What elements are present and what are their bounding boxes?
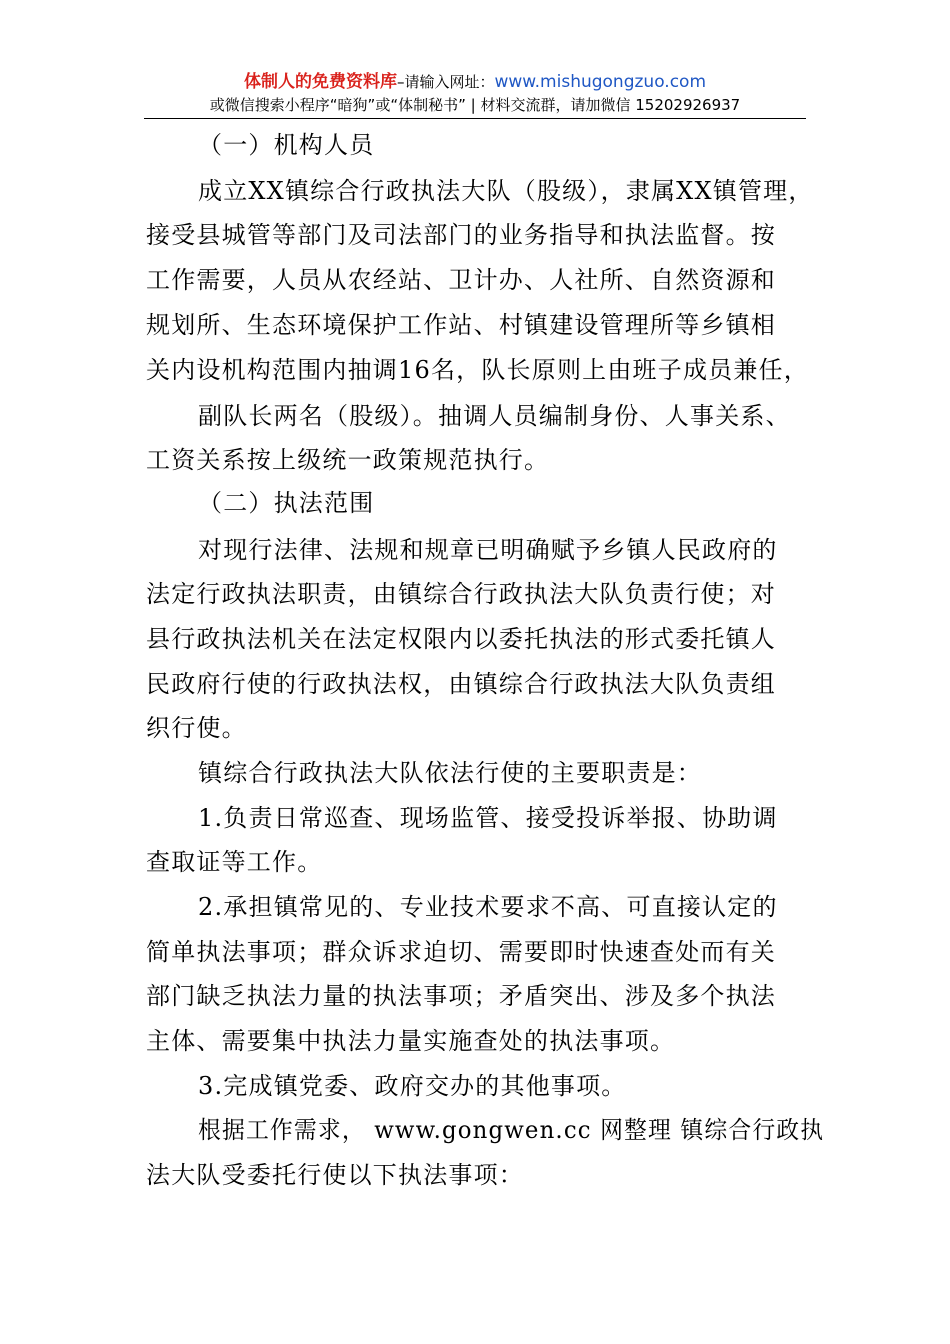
body-line: 县行政执法机关在法定权限内以委托执法的形式委托镇人 (146, 625, 776, 653)
section-heading-2: （二）执法范围 (198, 489, 375, 517)
header-subline: 或微信搜索小程序“暗狗”或“体制秘书” | 材料交流群，请加微信 15202926937 (209, 96, 741, 114)
body-line: 简单执法事项；群众诉求迫切、需要即时快速查处而有关 (146, 938, 776, 966)
body-line: 工作需要，人员从农经站、卫计办、人社所、自然资源和 (146, 266, 776, 294)
body-line: 关内设机构范围内抽调16名，队长原则上由班子成员兼任， (146, 356, 809, 384)
header-brand: 体制人的免费资料库 (243, 72, 397, 92)
header-divider (144, 118, 806, 119)
body-line: 法定行政执法职责，由镇综合行政执法大队负责行使；对 (146, 580, 776, 608)
body-line: 对现行法律、法规和规章已明确赋予乡镇人民政府的 (198, 536, 778, 564)
page-header (144, 70, 806, 116)
body-line: 部门缺乏执法力量的执法事项；矛盾突出、涉及多个执法 (146, 982, 776, 1010)
body-line: 工资关系按上级统一政策规范执行。 (146, 446, 550, 474)
body-line: 民政府行使的行政执法权，由镇综合行政执法大队负责组 (146, 670, 776, 698)
body-line: 成立XX镇综合行政执法大队（股级），隶属XX镇管理， (198, 177, 814, 205)
header-banner (144, 70, 806, 94)
header-url-link[interactable]: www.mishugongzuo.com (494, 72, 707, 92)
body-line: 规划所、生态环境保护工作站、村镇建设管理所等乡镇相 (146, 311, 776, 339)
body-line: 副队长两名（股级）。抽调人员编制身份、人事关系、 (198, 402, 791, 430)
section-heading-1: （一）机构人员 (198, 131, 375, 159)
list-item-2: 2.承担镇常见的、专业技术要求不高、可直接认定的 (198, 893, 778, 921)
list-item-3: 3.完成镇党委、政府交办的其他事项。 (198, 1072, 627, 1100)
body-line: 主体、需要集中执法力量实施查处的执法事项。 (146, 1027, 676, 1055)
header-prompt: –请输入网址： (396, 73, 495, 91)
body-line: 查取证等工作。 (146, 848, 323, 876)
body-line: 接受县城管等部门及司法部门的业务指导和执法监督。按 (146, 221, 776, 249)
list-item-1: 1.负责日常巡查、现场监管、接受投诉举报、协助调 (198, 804, 778, 832)
body-line: 根据工作需求， www.gongwen.cc 网整理 镇综合行政执 (198, 1116, 825, 1144)
body-line: 织行使。 (146, 714, 247, 742)
body-line: 法大队受委托行使以下执法事项： (146, 1161, 524, 1189)
body-line: 镇综合行政执法大队依法行使的主要职责是： (198, 759, 702, 787)
